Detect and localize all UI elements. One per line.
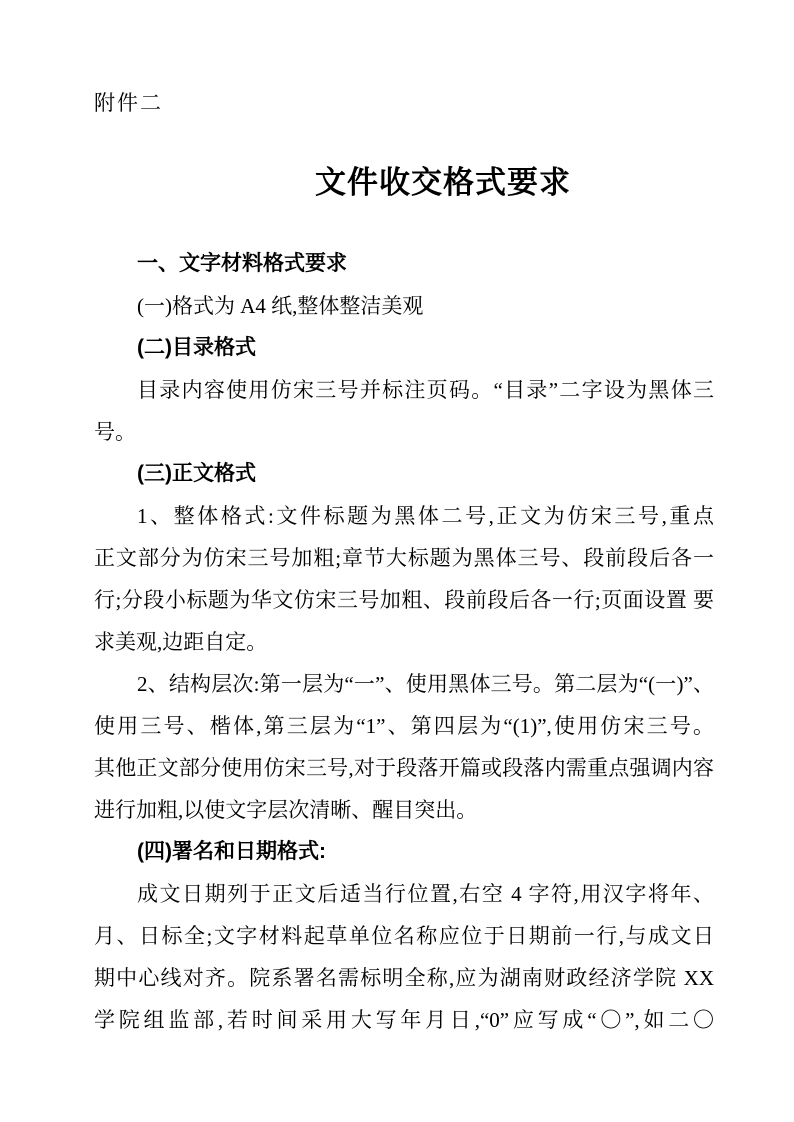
document-title: 文件收交格式要求 xyxy=(315,165,571,200)
document-line: 号。 xyxy=(94,420,136,444)
document-line: 正文部分为仿宋三号加粗;章节大标题为黑体三号、段前段后各一 xyxy=(94,546,714,570)
document-line: 行;分段小标题为华文仿宋三号加粗、段前段后各一行;页面设置 要 xyxy=(94,588,714,612)
document-line: (三)正文格式 xyxy=(137,462,256,485)
attachment-label: 附件二 xyxy=(94,91,163,115)
document-line: 成文日期列于正文后适当行位置,右空 4 字符,用汉字将年、 xyxy=(137,882,714,906)
document-line: (四)署名和日期格式: xyxy=(137,840,326,863)
document-line: 使用三号、楷体,第三层为“1”、第四层为“(1)”,使用仿宋三号。 xyxy=(94,714,714,738)
document-body xyxy=(94,243,714,1041)
document-line: 2、结构层次:第一层为“一”、使用黑体三号。第二层为“(一)”、 xyxy=(137,672,714,696)
document-line: (二)目录格式 xyxy=(137,336,256,359)
document-line: 进行加粗,以使文字层次清晰、醒目突出。 xyxy=(94,798,478,822)
document-line: 其他正文部分使用仿宋三号,对于段落开篇或段落内需重点强调内容 xyxy=(94,756,714,780)
document-line: 月、日标全;文字材料起草单位名称应位于日期前一行,与成文日 xyxy=(94,924,714,948)
document-line: 求美观,边距自定。 xyxy=(94,630,268,654)
document-line: 期中心线对齐。院系署名需标明全称,应为湖南财政经济学院 XX xyxy=(94,966,714,990)
document-line: 一、文字材料格式要求 xyxy=(137,252,347,275)
document-line: 学院组监部,若时间采用大写年月日,“0”应写成“〇”,如二〇 xyxy=(94,1008,714,1032)
document-line: (一)格式为 A4 纸,整体整洁美观 xyxy=(137,294,424,318)
document-line: 1、整体格式:文件标题为黑体二号,正文为仿宋三号,重点 xyxy=(137,504,714,528)
document-line: 目录内容使用仿宋三号并标注页码。“目录”二字设为黑体三 xyxy=(137,378,714,402)
